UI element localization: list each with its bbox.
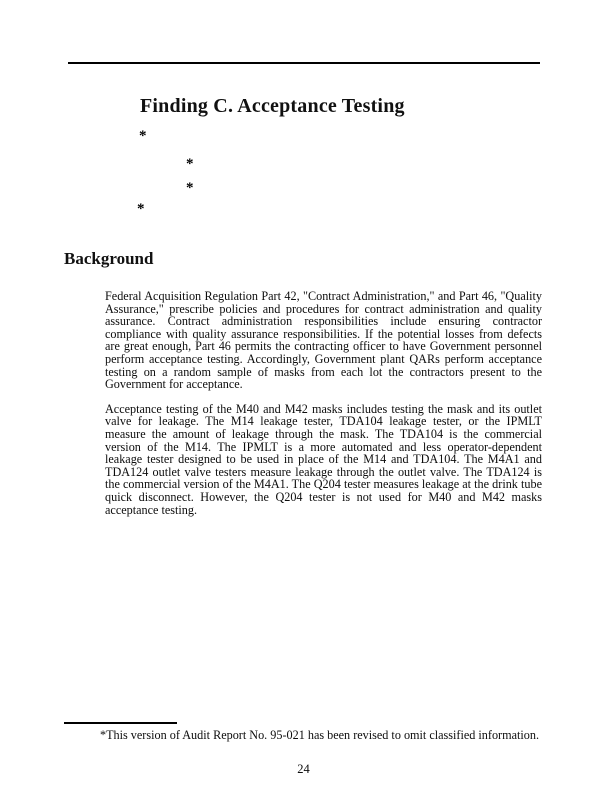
body-text-block [105,290,542,516]
redaction-asterisk-1: * [139,128,147,144]
redaction-asterisk-3: * [186,180,194,196]
footnote-rule [64,722,177,724]
top-rule [68,62,540,64]
page-number: 24 [297,762,310,776]
redaction-asterisk-4: * [137,201,145,217]
finding-title: Finding C. Acceptance Testing [140,95,405,117]
background-heading: Background [64,249,154,268]
redaction-asterisk-2: * [186,156,194,172]
background-paragraph-2: Acceptance testing of the M40 and M42 masks includes testing the mask and its outlet valve for leakage. The M14 leakage tester, TDA104 leakage tester, or the IPMLT measure the amount of leakage through the mask. The TDA104 is the commercial version of the M14. The IPMLT is a more automated and less operator-dependent leakage tester designed to be used in place of the M14 and TDA104. The M4A1 and TDA124 outlet valve testers measure leakage through the outlet valve. The TDA124 is the commercial version of the M4A1. The Q204 tester measures leakage at the drink tube quick disconnect. However, the Q204 tester is not used for M40 and M42 masks acceptance testing. [105,401,542,517]
background-paragraph-1: Federal Acquisition Regulation Part 42, "Contract Administration," and Part 46, "Quality Assurance," prescribe policies and procedures for contract administration and quality assurance. Contract administration responsibilities include ensuring contractor compliance with quality assurance responsibilities. If the potential losses from defects are great enough, Part 46 permits the contracting officer to have Government personnel perform acceptance testing. Accordingly, Government plant QARs perform acceptance testing on a random sample of masks from each lot the contractors present to the Government for acceptance. [105,289,542,392]
footnote-text: *This version of Audit Report No. 95-021 has been revised to omit classified information. [100,728,540,742]
